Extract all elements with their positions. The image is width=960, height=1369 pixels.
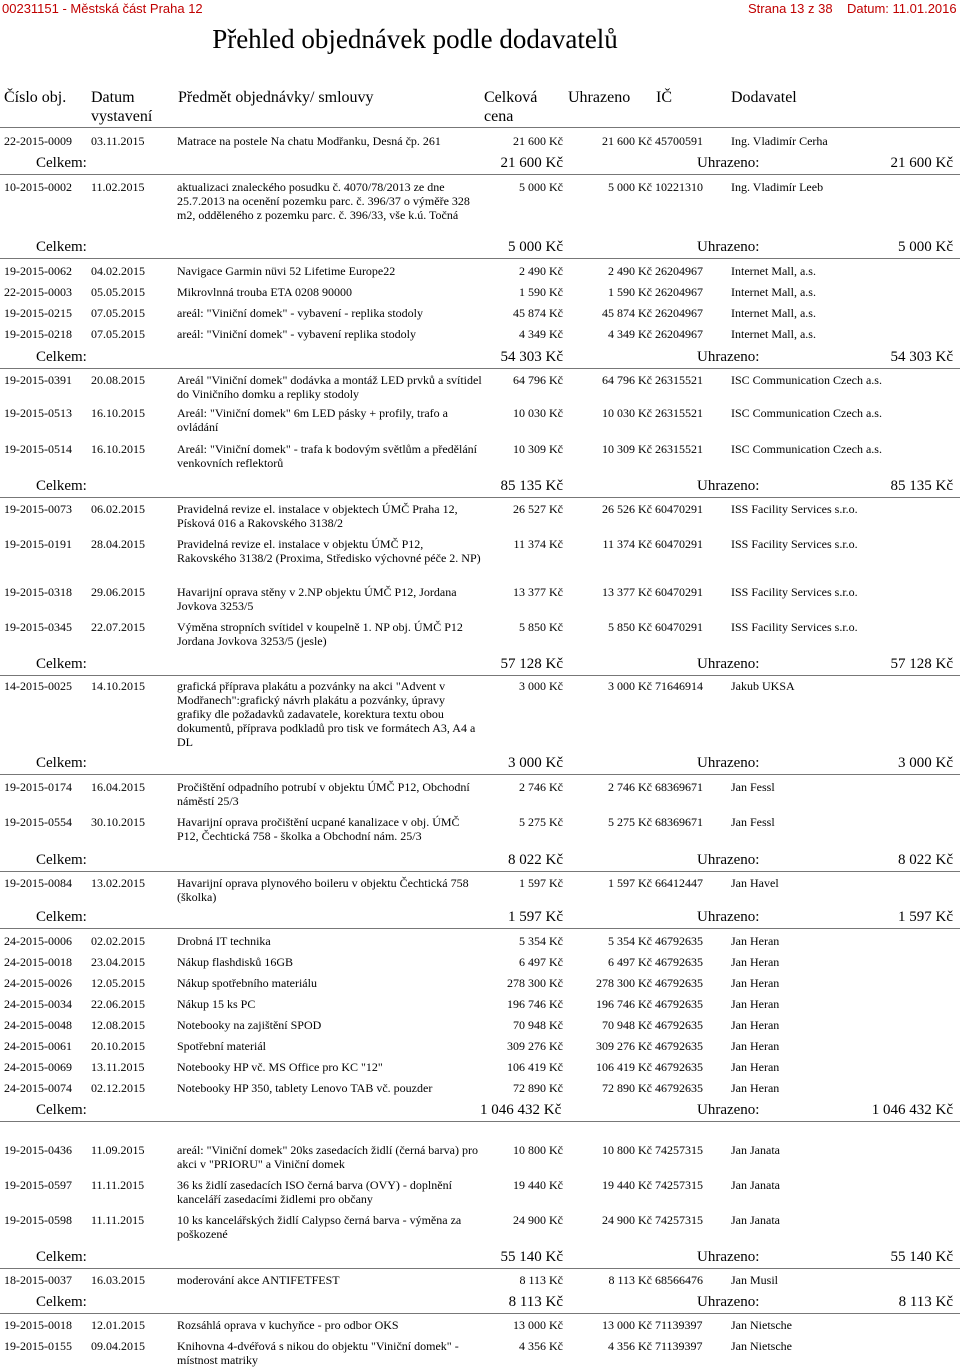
paid-label: Uhrazeno: xyxy=(697,349,760,365)
supplier-ic: 46792635 xyxy=(655,1018,703,1032)
issue-date: 11.11.2015 xyxy=(91,1178,145,1192)
total-label: Celkem: xyxy=(36,852,87,868)
paid-label: Uhrazeno: xyxy=(697,755,760,771)
order-subject: Pravidelná revize el. instalace v objektech ÚMČ Praha 12, Písková 016 a Rakovského 3138/2 xyxy=(177,502,458,530)
issue-date: 11.09.2015 xyxy=(91,1143,145,1157)
order-subject: Matrace na postele Na chatu Modřanku, Desná čp. 261 xyxy=(177,134,441,148)
total-label: Celkem: xyxy=(36,155,87,171)
supplier-ic: 26204967 xyxy=(655,327,703,341)
order-number: 19-2015-0554 xyxy=(4,815,72,829)
order-number: 22-2015-0003 xyxy=(4,285,72,299)
supplier-name: Ing. Vladimír Leeb xyxy=(731,180,824,194)
order-price: 24 900 Kč xyxy=(513,1213,563,1227)
supplier-name: Jan Heran xyxy=(731,1081,780,1095)
order-subject: Pravidelná revize el. instalace v objektu ÚMČ P12, Rakovského 3138/2 (Proxima, Středisko výchovné péče 2. NP) xyxy=(177,537,481,565)
order-price: 45 874 Kč xyxy=(513,306,563,320)
order-price: 64 796 Kč xyxy=(513,373,563,387)
order-paid: 1 597 Kč xyxy=(608,876,652,890)
issue-date: 13.02.2015 xyxy=(91,876,145,890)
supplier-ic: 26204967 xyxy=(655,285,703,299)
order-subject: Havarijní oprava stěny v 2.NP objektu ÚMČ P12, Jordana Jovkova 3253/5 xyxy=(177,585,457,613)
order-subject: Areál: "Viniční domek" 6m LED pásky + profily, trafo a ovládání xyxy=(177,406,448,434)
supplier-name: Jan Heran xyxy=(731,934,780,948)
supplier-ic: 68369671 xyxy=(655,815,703,829)
supplier-ic: 46792635 xyxy=(655,1039,703,1053)
total-price: 57 128 Kč xyxy=(500,656,563,672)
supplier-ic: 74257315 xyxy=(655,1178,703,1192)
supplier-name: ISS Facility Services s.r.o. xyxy=(731,585,858,599)
order-number: 24-2015-0006 xyxy=(4,934,72,948)
total-price: 21 600 Kč xyxy=(500,155,563,171)
order-number: 19-2015-0191 xyxy=(4,537,72,551)
supplier-ic: 74257315 xyxy=(655,1143,703,1157)
supplier-ic: 26315521 xyxy=(655,442,703,456)
total-paid: 55 140 Kč xyxy=(890,1249,953,1265)
page-number: Strana 13 z 38 xyxy=(748,1,833,16)
order-number: 19-2015-0391 xyxy=(4,373,72,387)
order-subject: Drobná IT technika xyxy=(177,934,271,948)
supplier-name: Jan Janata xyxy=(731,1143,780,1157)
supplier-ic: 26204967 xyxy=(655,264,703,278)
order-paid: 5 275 Kč xyxy=(608,815,652,829)
supplier-ic: 10221310 xyxy=(655,180,703,194)
order-subject: Havarijní oprava plynového boileru v objektu Čechtická 758 (školka) xyxy=(177,876,469,904)
issue-date: 22.06.2015 xyxy=(91,997,145,1011)
order-number: 19-2015-0597 xyxy=(4,1178,72,1192)
order-price: 2 490 Kč xyxy=(519,264,563,278)
order-paid: 13 377 Kč xyxy=(602,585,652,599)
group-divider xyxy=(0,258,960,259)
supplier-name: Jan Heran xyxy=(731,997,780,1011)
order-price: 21 600 Kč xyxy=(513,134,563,148)
order-number: 19-2015-0513 xyxy=(4,406,72,420)
supplier-name: Internet Mall, a.s. xyxy=(731,264,816,278)
order-paid: 2 490 Kč xyxy=(608,264,652,278)
order-subject: Havarijní oprava pročištění ucpané kanalizace v obj. ÚMČ P12, Čechtická 758 - školka a Obchodní nám. 25/3 xyxy=(177,815,460,843)
order-price: 19 440 Kč xyxy=(513,1178,563,1192)
total-label: Celkem: xyxy=(36,478,87,494)
order-subject: 36 ks židlí zasedacích ISO černá barva (OVY) - doplnění kanceláří zasedacími židlemi pro občany xyxy=(177,1178,452,1206)
order-price: 10 030 Kč xyxy=(513,406,563,420)
supplier-ic: 46792635 xyxy=(655,934,703,948)
issue-date: 05.05.2015 xyxy=(91,285,145,299)
order-subject: aktualizaci znaleckého posudku č. 4070/78/2013 ze dne 25.7.2013 na ocenění pozemku parc. č. 396/37 o výměře 328 m2, odděleného z pozemku parc. č. 396/33, vše k.ú. Točná xyxy=(177,180,470,222)
issue-date: 16.10.2015 xyxy=(91,442,145,456)
order-price: 8 113 Kč xyxy=(519,1273,563,1287)
col-dodavatel: Dodavatel xyxy=(731,89,797,106)
supplier-name: ISS Facility Services s.r.o. xyxy=(731,537,858,551)
order-subject: Notebooky HP vč. MS Office pro KC "12" xyxy=(177,1060,383,1074)
issue-date: 12.01.2015 xyxy=(91,1318,145,1332)
order-number: 19-2015-0084 xyxy=(4,876,72,890)
paid-label: Uhrazeno: xyxy=(697,155,760,171)
order-paid: 278 300 Kč xyxy=(596,976,652,990)
order-paid: 21 600 Kč xyxy=(602,134,652,148)
total-paid: 5 000 Kč xyxy=(898,239,953,255)
total-paid: 85 135 Kč xyxy=(890,478,953,494)
issue-date: 11.02.2015 xyxy=(91,180,145,194)
order-paid: 10 309 Kč xyxy=(602,442,652,456)
col-predmet: Předmět objednávky/ smlouvy xyxy=(178,89,374,106)
paid-label: Uhrazeno: xyxy=(697,1249,760,1265)
supplier-ic: 26204967 xyxy=(655,306,703,320)
supplier-ic: 71139397 xyxy=(655,1318,703,1332)
order-paid: 309 276 Kč xyxy=(596,1039,652,1053)
paid-label: Uhrazeno: xyxy=(697,239,760,255)
issue-date: 29.06.2015 xyxy=(91,585,145,599)
issue-date: 12.05.2015 xyxy=(91,976,145,990)
supplier-name: ISC Communication Czech a.s. xyxy=(731,373,882,387)
paid-label: Uhrazeno: xyxy=(697,852,760,868)
order-number: 19-2015-0514 xyxy=(4,442,72,456)
order-price: 1 590 Kč xyxy=(519,285,563,299)
total-label: Celkem: xyxy=(36,1102,87,1118)
issue-date: 12.08.2015 xyxy=(91,1018,145,1032)
order-number: 19-2015-0345 xyxy=(4,620,72,634)
issue-date: 02.02.2015 xyxy=(91,934,145,948)
total-price: 1 046 432 Kč xyxy=(480,1102,562,1118)
order-paid: 13 000 Kč xyxy=(602,1318,652,1332)
order-number: 24-2015-0074 xyxy=(4,1081,72,1095)
order-number: 19-2015-0215 xyxy=(4,306,72,320)
total-price: 54 303 Kč xyxy=(500,349,563,365)
supplier-name: Internet Mall, a.s. xyxy=(731,285,816,299)
supplier-ic: 26315521 xyxy=(655,406,703,420)
supplier-name: Internet Mall, a.s. xyxy=(731,327,816,341)
order-paid: 10 800 Kč xyxy=(602,1143,652,1157)
order-paid: 11 374 Kč xyxy=(602,537,652,551)
order-number: 24-2015-0026 xyxy=(4,976,72,990)
supplier-name: Jan Heran xyxy=(731,1060,780,1074)
order-paid: 5 354 Kč xyxy=(608,934,652,948)
order-paid: 3 000 Kč xyxy=(608,679,652,693)
supplier-ic: 46792635 xyxy=(655,955,703,969)
order-paid: 19 440 Kč xyxy=(602,1178,652,1192)
supplier-name: Jan Fessl xyxy=(731,780,775,794)
total-label: Celkem: xyxy=(36,656,87,672)
issue-date: 07.05.2015 xyxy=(91,327,145,341)
supplier-name: Jan Heran xyxy=(731,976,780,990)
total-paid: 3 000 Kč xyxy=(898,755,953,771)
total-paid: 54 303 Kč xyxy=(890,349,953,365)
header-divider xyxy=(0,127,960,128)
total-label: Celkem: xyxy=(36,239,87,255)
order-number: 24-2015-0061 xyxy=(4,1039,72,1053)
supplier-name: Jan Nietsche xyxy=(731,1339,792,1353)
issue-date: 16.04.2015 xyxy=(91,780,145,794)
order-paid: 10 030 Kč xyxy=(602,406,652,420)
order-subject: Knihovna 4-dvéřová s nikou do objektu "Viniční domek" - místnost matriky xyxy=(177,1339,459,1367)
order-paid: 8 113 Kč xyxy=(608,1273,652,1287)
order-price: 106 419 Kč xyxy=(507,1060,563,1074)
report-date: Datum: 11.01.2016 xyxy=(847,1,957,16)
order-paid: 5 850 Kč xyxy=(608,620,652,634)
group-divider xyxy=(0,871,960,872)
supplier-name: ISS Facility Services s.r.o. xyxy=(731,502,858,516)
order-paid: 45 874 Kč xyxy=(602,306,652,320)
total-price: 8 113 Kč xyxy=(508,1294,563,1310)
order-price: 13 377 Kč xyxy=(513,585,563,599)
supplier-name: Jan Heran xyxy=(731,1018,780,1032)
group-divider xyxy=(0,1121,960,1122)
supplier-name: ISC Communication Czech a.s. xyxy=(731,442,882,456)
order-paid: 64 796 Kč xyxy=(602,373,652,387)
order-number: 24-2015-0069 xyxy=(4,1060,72,1074)
order-price: 309 276 Kč xyxy=(507,1039,563,1053)
organization-label: 00231151 - Městská část Praha 12 xyxy=(2,1,203,16)
supplier-name: Jan Heran xyxy=(731,1039,780,1053)
supplier-name: Jan Fessl xyxy=(731,815,775,829)
order-paid: 4 356 Kč xyxy=(608,1339,652,1353)
order-number: 14-2015-0025 xyxy=(4,679,72,693)
order-number: 24-2015-0034 xyxy=(4,997,72,1011)
order-number: 19-2015-0062 xyxy=(4,264,72,278)
order-number: 18-2015-0037 xyxy=(4,1273,72,1287)
order-subject: Notebooky HP 350, tablety Lenovo TAB vč. pouzder xyxy=(177,1081,433,1095)
paid-label: Uhrazeno: xyxy=(697,909,760,925)
order-price: 11 374 Kč xyxy=(513,537,563,551)
supplier-name: Jan Janata xyxy=(731,1213,780,1227)
order-subject: 10 ks kancelářských židlí Calypso černá barva - výměna za poškozené xyxy=(177,1213,462,1241)
supplier-ic: 46792635 xyxy=(655,997,703,1011)
supplier-ic: 60470291 xyxy=(655,537,703,551)
order-number: 24-2015-0018 xyxy=(4,955,72,969)
issue-date: 22.07.2015 xyxy=(91,620,145,634)
total-label: Celkem: xyxy=(36,755,87,771)
order-price: 4 356 Kč xyxy=(519,1339,563,1353)
order-subject: Výměna stropních svítidel v koupelně 1. NP obj. ÚMČ P12 Jordana Jovkova 3253/5 (jesle) xyxy=(177,620,463,648)
order-subject: Nákup flashdisků 16GB xyxy=(177,955,293,969)
total-price: 8 022 Kč xyxy=(508,852,563,868)
supplier-ic: 71139397 xyxy=(655,1339,703,1353)
order-subject: areál: "Viniční domek" - vybavení - replika stodoly xyxy=(177,306,424,320)
order-price: 13 000 Kč xyxy=(513,1318,563,1332)
total-label: Celkem: xyxy=(36,1294,87,1310)
total-price: 85 135 Kč xyxy=(500,478,563,494)
order-subject: Mikrovlnná trouba ETA 0208 90000 xyxy=(177,285,353,299)
order-subject: Nákup spotřebního materiálu xyxy=(177,976,317,990)
issue-date: 20.08.2015 xyxy=(91,373,145,387)
order-subject: Pročištění odpadního potrubí v objektu ÚMČ P12, Obchodní náměstí 25/3 xyxy=(177,780,470,808)
total-price: 55 140 Kč xyxy=(500,1249,563,1265)
order-price: 5 850 Kč xyxy=(519,620,563,634)
supplier-ic: 71646914 xyxy=(655,679,703,693)
page-title: Přehled objednávek podle dodavatelů xyxy=(212,24,618,54)
order-paid: 70 948 Kč xyxy=(602,1018,652,1032)
order-number: 19-2015-0155 xyxy=(4,1339,72,1353)
group-divider xyxy=(0,174,960,175)
total-paid: 8 022 Kč xyxy=(898,852,953,868)
order-subject: Nákup 15 ks PC xyxy=(177,997,256,1011)
total-price: 1 597 Kč xyxy=(508,909,563,925)
order-paid: 4 349 Kč xyxy=(608,327,652,341)
paid-label: Uhrazeno: xyxy=(697,1102,760,1118)
page-and-date xyxy=(748,1,957,16)
order-number: 19-2015-0436 xyxy=(4,1143,72,1157)
col-celkova-cena: Celková cena xyxy=(484,89,538,125)
supplier-name: Jan Heran xyxy=(731,955,780,969)
col-uhrazeno: Uhrazeno xyxy=(568,89,631,106)
order-price: 72 890 Kč xyxy=(513,1081,563,1095)
issue-date: 11.11.2015 xyxy=(91,1213,145,1227)
issue-date: 30.10.2015 xyxy=(91,815,145,829)
page-header-bar xyxy=(0,0,960,18)
order-price: 1 597 Kč xyxy=(519,876,563,890)
order-number: 19-2015-0174 xyxy=(4,780,72,794)
order-number: 19-2015-0018 xyxy=(4,1318,72,1332)
supplier-ic: 46792635 xyxy=(655,1060,703,1074)
supplier-name: ISC Communication Czech a.s. xyxy=(731,406,882,420)
total-paid: 57 128 Kč xyxy=(890,656,953,672)
order-paid: 6 497 Kč xyxy=(608,955,652,969)
issue-date: 16.03.2015 xyxy=(91,1273,145,1287)
order-number: 19-2015-0073 xyxy=(4,502,72,516)
paid-label: Uhrazeno: xyxy=(697,1294,760,1310)
order-price: 5 275 Kč xyxy=(519,815,563,829)
total-paid: 1 597 Kč xyxy=(898,909,953,925)
total-price: 3 000 Kč xyxy=(508,755,563,771)
group-divider xyxy=(0,675,960,676)
order-subject: Notebooky na zajištění SPOD xyxy=(177,1018,322,1032)
supplier-name: Jan Janata xyxy=(731,1178,780,1192)
supplier-ic: 60470291 xyxy=(655,585,703,599)
order-paid: 26 526 Kč xyxy=(602,502,652,516)
order-price: 10 800 Kč xyxy=(513,1143,563,1157)
order-price: 10 309 Kč xyxy=(513,442,563,456)
order-subject: grafická příprava plakátu a pozvánky na akci "Advent v Modřanech":grafický návrh plakátu a pozvánky, úpravy grafiky dle požadavků zadavatele, korektura textu obou dokumentů, příprava podkladů pro tisk ve formátech A3, A4 a DL xyxy=(177,679,476,749)
total-paid: 8 113 Kč xyxy=(898,1294,953,1310)
order-number: 10-2015-0002 xyxy=(4,180,72,194)
issue-date: 28.04.2015 xyxy=(91,537,145,551)
order-subject: Spotřební materiál xyxy=(177,1039,266,1053)
supplier-ic: 68566476 xyxy=(655,1273,703,1287)
order-price: 6 497 Kč xyxy=(519,955,563,969)
col-ic: IČ xyxy=(656,89,672,106)
supplier-ic: 74257315 xyxy=(655,1213,703,1227)
order-number: 22-2015-0009 xyxy=(4,134,72,148)
supplier-name: Jakub UKSA xyxy=(731,679,795,693)
group-divider xyxy=(0,928,960,929)
supplier-ic: 66412447 xyxy=(655,876,703,890)
supplier-name: Jan Havel xyxy=(731,876,779,890)
issue-date: 09.04.2015 xyxy=(91,1339,145,1353)
total-paid: 21 600 Kč xyxy=(890,155,953,171)
supplier-ic: 60470291 xyxy=(655,502,703,516)
supplier-ic: 46792635 xyxy=(655,1081,703,1095)
supplier-ic: 46792635 xyxy=(655,976,703,990)
order-price: 196 746 Kč xyxy=(507,997,563,1011)
order-subject: Navigace Garmin nüvi 52 Lifetime Europe22 xyxy=(177,264,396,278)
order-price: 4 349 Kč xyxy=(519,327,563,341)
supplier-name: Jan Musil xyxy=(731,1273,779,1287)
order-number: 19-2015-0318 xyxy=(4,585,72,599)
issue-date: 02.12.2015 xyxy=(91,1081,145,1095)
supplier-name: ISS Facility Services s.r.o. xyxy=(731,620,858,634)
supplier-ic: 45700591 xyxy=(655,134,703,148)
issue-date: 06.02.2015 xyxy=(91,502,145,516)
order-price: 3 000 Kč xyxy=(519,679,563,693)
issue-date: 14.10.2015 xyxy=(91,679,145,693)
supplier-ic: 68369671 xyxy=(655,780,703,794)
supplier-name: Ing. Vladimír Cerha xyxy=(731,134,828,148)
paid-label: Uhrazeno: xyxy=(697,478,760,494)
issue-date: 04.02.2015 xyxy=(91,264,145,278)
paid-label: Uhrazeno: xyxy=(697,656,760,672)
supplier-name: Internet Mall, a.s. xyxy=(731,306,816,320)
order-subject: areál: "Viniční domek" - vybavení replika stodoly xyxy=(177,327,417,341)
total-label: Celkem: xyxy=(36,909,87,925)
order-paid: 24 900 Kč xyxy=(602,1213,652,1227)
order-number: 19-2015-0218 xyxy=(4,327,72,341)
issue-date: 03.11.2015 xyxy=(91,134,145,148)
order-paid: 5 000 Kč xyxy=(608,180,652,194)
issue-date: 23.04.2015 xyxy=(91,955,145,969)
supplier-name: Jan Nietsche xyxy=(731,1318,792,1332)
order-paid: 196 746 Kč xyxy=(596,997,652,1011)
total-paid: 1 046 432 Kč xyxy=(871,1102,953,1118)
group-divider xyxy=(0,368,960,369)
group-divider xyxy=(0,1268,960,1269)
supplier-ic: 60470291 xyxy=(655,620,703,634)
col-cislo: Číslo obj. xyxy=(4,89,67,106)
order-price: 2 746 Kč xyxy=(519,780,563,794)
issue-date: 07.05.2015 xyxy=(91,306,145,320)
order-number: 24-2015-0048 xyxy=(4,1018,72,1032)
order-price: 5 354 Kč xyxy=(519,934,563,948)
order-price: 5 000 Kč xyxy=(519,180,563,194)
total-label: Celkem: xyxy=(36,1249,87,1265)
order-paid: 72 890 Kč xyxy=(602,1081,652,1095)
order-paid: 1 590 Kč xyxy=(608,285,652,299)
col-datum: Datum vystavení xyxy=(91,89,153,125)
total-label: Celkem: xyxy=(36,349,87,365)
order-subject: Areál: "Viniční domek" - trafa k bodovým světlům a předělání venkovních reflektorů xyxy=(177,442,477,470)
order-price: 70 948 Kč xyxy=(513,1018,563,1032)
order-number: 19-2015-0598 xyxy=(4,1213,72,1227)
order-price: 278 300 Kč xyxy=(507,976,563,990)
order-subject: Areál "Viniční domek" dodávka a montáž LED prvků a svítidel do Viničního domku a repliky stodoly xyxy=(177,373,482,401)
order-paid: 106 419 Kč xyxy=(596,1060,652,1074)
order-subject: moderování akce ANTIFETFEST xyxy=(177,1273,340,1287)
order-subject: Rozsáhlá oprava v kuchyňce - pro odbor OKS xyxy=(177,1318,399,1332)
group-divider xyxy=(0,774,960,775)
supplier-ic: 26315521 xyxy=(655,373,703,387)
issue-date: 16.10.2015 xyxy=(91,406,145,420)
group-divider xyxy=(0,497,960,498)
group-divider xyxy=(0,1313,960,1314)
order-subject: areál: "Viniční domek" 20ks zasedacích židlí (černá barva) pro akci v "PRIORU" a Viniční domek xyxy=(177,1143,478,1171)
order-paid: 2 746 Kč xyxy=(608,780,652,794)
order-price: 26 527 Kč xyxy=(513,502,563,516)
issue-date: 13.11.2015 xyxy=(91,1060,145,1074)
total-price: 5 000 Kč xyxy=(508,239,563,255)
issue-date: 20.10.2015 xyxy=(91,1039,145,1053)
